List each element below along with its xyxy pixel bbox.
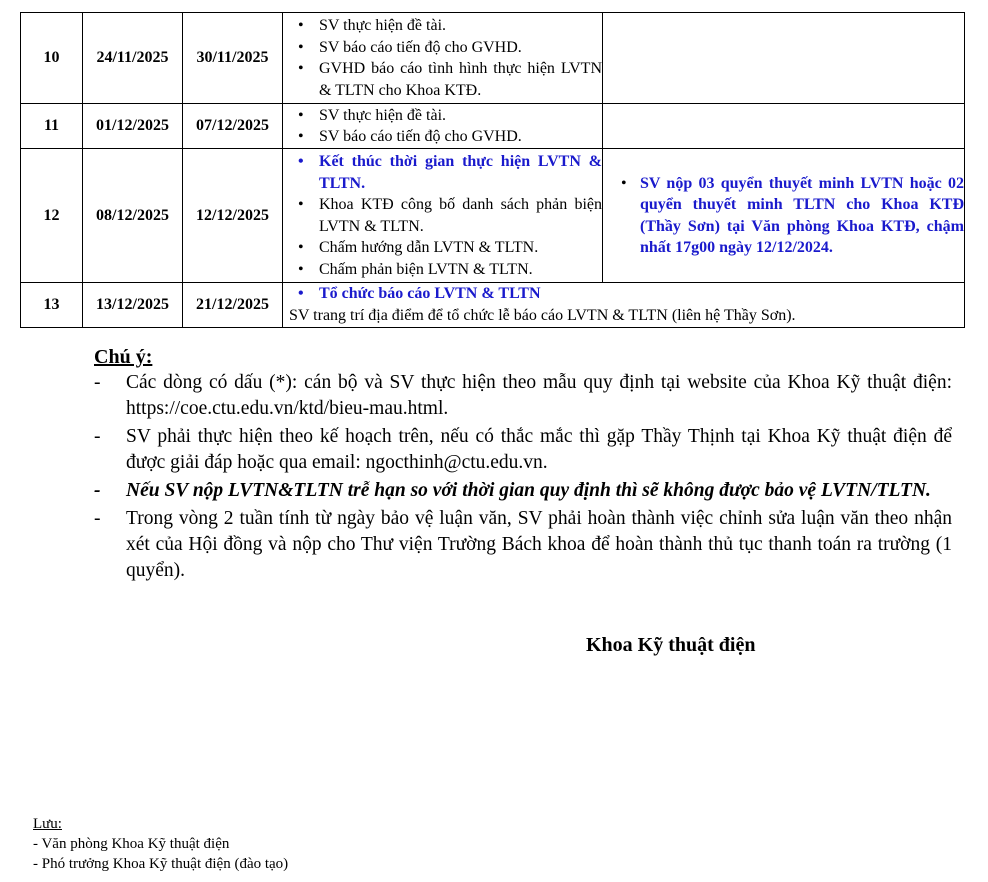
start-date: 24/11/2025 xyxy=(83,13,183,104)
note-cell xyxy=(603,104,965,149)
start-date: 01/12/2025 xyxy=(83,104,183,149)
dash-bullet: - xyxy=(94,426,101,447)
filing-item: - Văn phòng Khoa Kỹ thuật điện xyxy=(33,836,230,852)
note-cell xyxy=(603,149,965,283)
task-item: • Chấm hướng dẫn LVTN & TLTN. xyxy=(319,237,602,259)
task-followup: SV trang trí địa điểm để tổ chức lễ báo cáo LVTN & TLTN (liên hệ Thầy Sơn). xyxy=(289,306,796,324)
end-date: 30/11/2025 xyxy=(183,13,283,104)
task-item: • SV báo cáo tiến độ cho GVHD. xyxy=(319,37,602,59)
week-number: 13 xyxy=(21,283,83,328)
note-text: Nếu SV nộp LVTN&TLTN trễ hạn so với thời gian quy định thì sẽ không được bảo vệ LVTN/TLTN. xyxy=(126,480,931,501)
table-row xyxy=(21,13,965,104)
task-cell xyxy=(283,149,603,283)
end-date: 21/12/2025 xyxy=(183,283,283,328)
filing-list xyxy=(33,834,288,874)
schedule-table xyxy=(20,12,965,328)
signature: Khoa Kỹ thuật điện xyxy=(586,634,756,656)
task-item: • SV báo cáo tiến độ cho GVHD. xyxy=(319,126,602,148)
dash-bullet: - xyxy=(94,508,101,529)
note-item xyxy=(94,506,952,584)
week-number: 11 xyxy=(21,104,83,149)
task-cell xyxy=(283,104,603,149)
note-item xyxy=(94,424,952,476)
dash-bullet: - xyxy=(94,372,101,393)
task-item-highlight: • Kết thúc thời gian thực hiện LVTN & TLTN. xyxy=(319,151,602,194)
notes-list xyxy=(94,370,952,586)
start-date: 13/12/2025 xyxy=(83,283,183,328)
note-text: Trong vòng 2 tuần tính từ ngày bảo vệ luận văn, SV phải hoàn thành việc chỉnh sửa luận văn theo nhận xét của Hội đồng và nộp cho Thư viện Trường Bách khoa để hoàn thành thủ tục thanh toán ra trường (1 quyển). xyxy=(126,508,952,581)
end-date: 12/12/2025 xyxy=(183,149,283,283)
note-text: SV phải thực hiện theo kế hoạch trên, nếu có thắc mắc thì gặp Thầy Thịnh tại Khoa Kỹ thuật điện để được giải đáp hoặc qua email: ngocthinh@ctu.edu.vn. xyxy=(126,426,952,473)
note-item xyxy=(94,370,952,422)
task-item-highlight: • Tổ chức báo cáo LVTN & TLTN xyxy=(319,283,964,305)
table-row xyxy=(21,104,965,149)
note-item-warning xyxy=(94,478,952,504)
note-cell xyxy=(603,13,965,104)
table-row xyxy=(21,149,965,283)
task-cell xyxy=(283,13,603,104)
start-date: 08/12/2025 xyxy=(83,149,183,283)
note-text: Các dòng có dấu (*): cán bộ và SV thực hiện theo mẫu quy định tại website của Khoa Kỹ thuật điện: https://coe.ctu.edu.vn/ktd/bieu-mau.html. xyxy=(126,372,952,419)
task-item: • SV thực hiện đề tài. xyxy=(319,15,602,37)
task-item: • SV thực hiện đề tài. xyxy=(319,105,602,127)
week-number: 12 xyxy=(21,149,83,283)
task-item: • Chấm phản biện LVTN & TLTN. xyxy=(319,259,602,281)
task-item: • GVHD báo cáo tình hình thực hiện LVTN & TLTN cho Khoa KTĐ. xyxy=(319,58,602,101)
filing-title: Lưu: xyxy=(33,816,62,832)
task-item: • Khoa KTĐ công bố danh sách phản biện LVTN & TLTN. xyxy=(319,194,602,237)
table-row xyxy=(21,283,965,328)
task-cell xyxy=(283,283,965,328)
submission-note: SV nộp 03 quyển thuyết minh LVTN hoặc 02 quyển thuyết minh TLTN cho Khoa KTĐ (Thầy Sơn) tại Văn phòng Khoa KTĐ, chậm nhất 17g00 ngày 12/12/2024. xyxy=(640,174,964,256)
notes-title: Chú ý: xyxy=(94,346,153,368)
end-date: 07/12/2025 xyxy=(183,104,283,149)
week-number: 10 xyxy=(21,13,83,104)
filing-item: - Phó trưởng Khoa Kỹ thuật điện (đào tạo) xyxy=(33,856,289,872)
dash-bullet: - xyxy=(94,480,101,501)
bullet-icon: • xyxy=(621,174,627,192)
